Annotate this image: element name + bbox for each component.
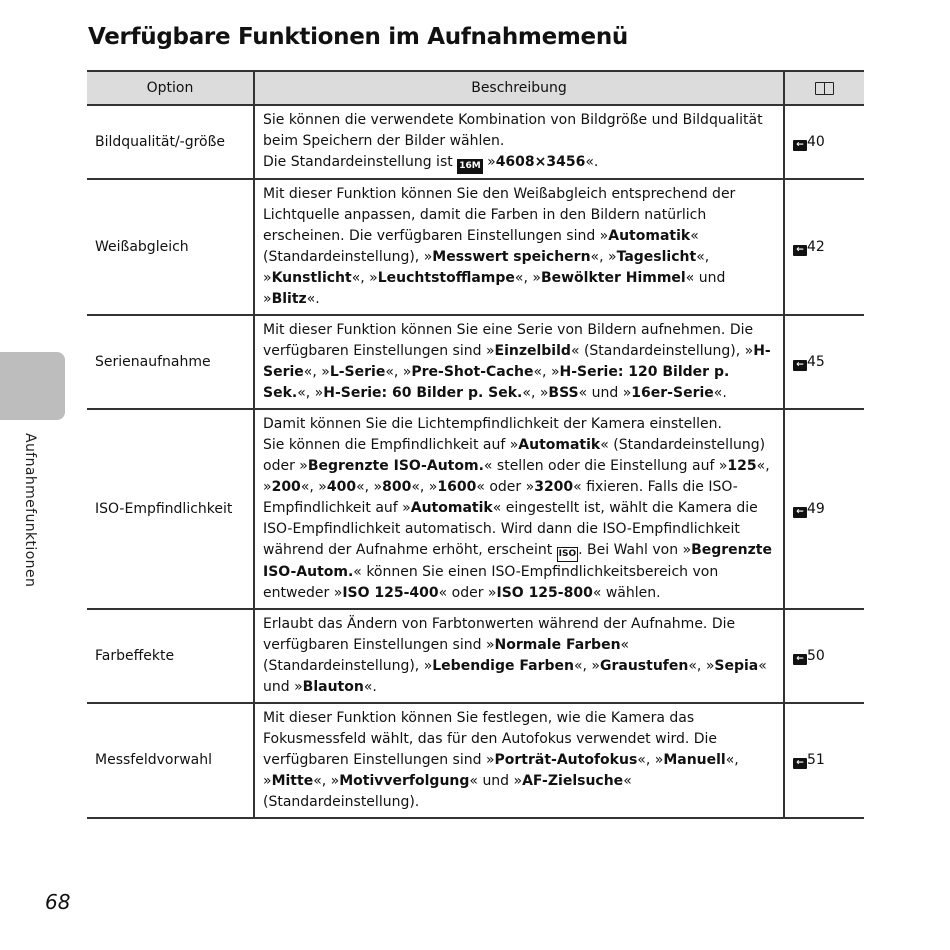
description-text: «, » <box>522 385 549 401</box>
setting-value: Motivverfolgung <box>339 773 470 789</box>
description-text: « (Standardeinstellung) oder » <box>263 437 766 474</box>
page-reference <box>784 703 864 818</box>
description-text: « können Sie einen ISO-Empfindlichkeitsbereich von entweder » <box>263 564 719 601</box>
setting-value: Einzelbild <box>494 343 571 359</box>
setting-value: 16er-Serie <box>631 385 714 401</box>
setting-value: Automatik <box>410 500 493 516</box>
description-text: . Bei Wahl von » <box>578 542 692 558</box>
table-row <box>87 105 864 179</box>
reference-page-number: 49 <box>807 500 825 517</box>
description-text: «, » <box>263 249 710 286</box>
description-text: «, » <box>573 658 600 674</box>
setting-value: H-Serie <box>263 343 771 380</box>
setting-value: Lebendige Farben <box>432 658 574 674</box>
page-reference <box>784 105 864 179</box>
iso-indicator-icon: ISO <box>557 547 578 562</box>
description-text: « oder » <box>476 479 535 495</box>
setting-value: Pre-Shot-Cache <box>411 364 534 380</box>
table-row <box>87 609 864 703</box>
setting-value: 3200 <box>534 479 574 495</box>
description-text: « und » <box>578 385 632 401</box>
description-text: « fixieren. Falls die ISO-Empfindlichkeit auf » <box>263 479 738 516</box>
description-text: «, » <box>590 249 617 265</box>
book-icon <box>815 81 835 95</box>
description-text: Damit können Sie die Lichtempfindlichkeit der Kamera einstellen. <box>263 416 722 432</box>
option-description <box>254 409 784 609</box>
setting-value: 800 <box>382 479 412 495</box>
section-side-label: Aufnahmefunktionen <box>22 433 38 588</box>
image-size-16m-icon: 16M <box>457 159 482 174</box>
setting-value: AF-Zielsuche <box>522 773 624 789</box>
page-reference <box>784 179 864 315</box>
e-reference-icon: ← <box>793 245 807 256</box>
description-text: « und » <box>263 270 726 307</box>
reference-page-number: 51 <box>807 752 825 768</box>
setting-value: ISO 125-800 <box>496 585 593 601</box>
option-name: Serienaufnahme <box>87 315 254 409</box>
e-reference-icon: ← <box>793 758 807 769</box>
reference-page-number: 42 <box>807 238 825 255</box>
description-text: «, » <box>303 364 330 380</box>
description-text: Mit dieser Funktion können Sie eine Serie von Bildern aufnehmen. Die verfügbaren Einstellungen sind » <box>263 322 754 359</box>
description-text: Sie können die Empfindlichkeit auf » <box>263 437 519 453</box>
option-name: ISO-Empfindlichkeit <box>87 409 254 609</box>
setting-value: Normale Farben <box>494 637 621 653</box>
page-reference <box>784 409 864 609</box>
setting-value: Porträt-Autofokus <box>494 752 638 768</box>
description-text: «, » <box>385 364 412 380</box>
option-name: Farbeffekte <box>87 609 254 703</box>
description-text: Erlaubt das Ändern von Farbtonwerten während der Aufnahme. Die verfügbaren Einstellungen sind » <box>263 616 736 653</box>
description-text: «, » <box>514 270 541 286</box>
description-text: « (Standardeinstellung), » <box>263 637 630 674</box>
description-text: «, » <box>351 270 378 286</box>
setting-value: H-Serie: 60 Bilder p. Sek. <box>323 385 523 401</box>
page-title: Verfügbare Funktionen im Aufnahmemenü <box>88 24 628 50</box>
page-reference <box>784 315 864 409</box>
option-description <box>254 315 784 409</box>
setting-value: Begrenzte ISO-Autom. <box>263 542 772 580</box>
setting-value: Begrenzte ISO-Autom. <box>307 458 484 474</box>
setting-value: Sepia <box>714 658 759 674</box>
setting-value: L-Serie <box>329 364 386 380</box>
description-text: «, » <box>688 658 715 674</box>
description-text: « und » <box>263 658 767 695</box>
page-reference <box>784 609 864 703</box>
setting-value: Tageslicht <box>616 249 697 265</box>
setting-value: 200 <box>271 479 301 495</box>
functions-table <box>87 70 864 819</box>
setting-value: Mitte <box>271 773 314 789</box>
option-name: Messfeldvorwahl <box>87 703 254 818</box>
description-text: Mit dieser Funktion können Sie den Weißabgleich entsprechend der Lichtquelle anpassen, damit die Farben in den Bildern natürlich erscheinen. Die verfügbaren Einstellungen sind » <box>263 186 736 244</box>
option-description <box>254 703 784 818</box>
description-text: « (Standardeinstellung), » <box>570 343 754 359</box>
description-text: « wählen. <box>592 585 661 601</box>
header-reference <box>784 71 864 105</box>
description-text: « eingestellt ist, wählt die Kamera die ISO-Empfindlichkeit automatisch. Wird dann die ISO-Empfindlichkeit während der Aufnahme erhöht, erscheint <box>263 500 758 558</box>
description-text: « und » <box>469 773 523 789</box>
option-name: Bildqualität/-größe <box>87 105 254 179</box>
description-text: «, » <box>533 364 560 380</box>
setting-value: 125 <box>727 458 757 474</box>
description-text: «. <box>585 154 599 170</box>
description-text: Die Standardeinstellung ist <box>263 154 458 170</box>
setting-value: ISO 125-400 <box>342 585 439 601</box>
setting-value: H-Serie: 120 Bilder p. Sek. <box>263 364 730 401</box>
description-text: «, » <box>297 385 324 401</box>
page-number: 68 <box>45 890 71 914</box>
description-text: «, » <box>263 752 739 789</box>
section-tab <box>0 352 65 420</box>
reference-page-number: 50 <box>807 647 825 664</box>
option-description <box>254 179 784 315</box>
setting-value: Bewölkter Himmel <box>540 270 686 286</box>
e-reference-icon: ← <box>793 140 807 151</box>
setting-value: Messwert speichern <box>432 249 591 265</box>
setting-value: 400 <box>326 479 357 495</box>
description-text: » <box>482 154 496 170</box>
setting-value: Kunstlicht <box>271 270 352 286</box>
table-row <box>87 703 864 818</box>
description-text: «, » <box>411 479 438 495</box>
e-reference-icon: ← <box>793 360 807 371</box>
table-row <box>87 315 864 409</box>
description-text: « (Standardeinstellung), » <box>263 228 699 265</box>
option-description <box>254 609 784 703</box>
setting-value: Graustufen <box>600 658 689 674</box>
reference-page-number: 45 <box>807 353 825 370</box>
setting-value: Blauton <box>302 679 364 695</box>
setting-value: Automatik <box>608 228 691 244</box>
description-text: « stellen oder die Einstellung auf » <box>483 458 728 474</box>
table-row <box>87 409 864 609</box>
description-text: « (Standardeinstellung). <box>263 773 632 810</box>
table-header-row <box>87 71 864 105</box>
setting-value: Manuell <box>663 752 726 768</box>
e-reference-icon: ← <box>793 654 807 665</box>
setting-value: Blitz <box>271 291 307 307</box>
setting-value: 4608×3456 <box>495 154 586 170</box>
setting-value: Leuchtstofflampe <box>377 270 515 286</box>
description-text: « oder » <box>438 585 497 601</box>
header-description: Beschreibung <box>254 71 784 105</box>
header-option: Option <box>87 71 254 105</box>
description-text: «. <box>306 291 320 307</box>
e-reference-icon: ← <box>793 507 807 518</box>
description-text: «. <box>713 385 727 401</box>
description-text: Sie können die verwendete Kombination von Bildgröße und Bildqualität beim Speichern der Bilder wählen. <box>263 112 763 149</box>
description-text: «. <box>363 679 377 695</box>
table-row <box>87 179 864 315</box>
description-text: «, » <box>637 752 664 768</box>
description-text: Mit dieser Funktion können Sie festlegen, wie die Kamera das Fokusmessfeld wählt, das für den Autofokus verwendet wird. Die verfügbaren Einstellungen sind » <box>263 710 718 768</box>
description-text: «, » <box>263 458 770 495</box>
setting-value: Automatik <box>518 437 601 453</box>
option-description <box>254 105 784 179</box>
setting-value: 1600 <box>437 479 477 495</box>
description-text: «, » <box>313 773 340 789</box>
setting-value: BSS <box>548 385 579 401</box>
description-text: «, » <box>300 479 327 495</box>
description-text: «, » <box>356 479 383 495</box>
option-name: Weißabgleich <box>87 179 254 315</box>
reference-page-number: 40 <box>807 133 825 150</box>
